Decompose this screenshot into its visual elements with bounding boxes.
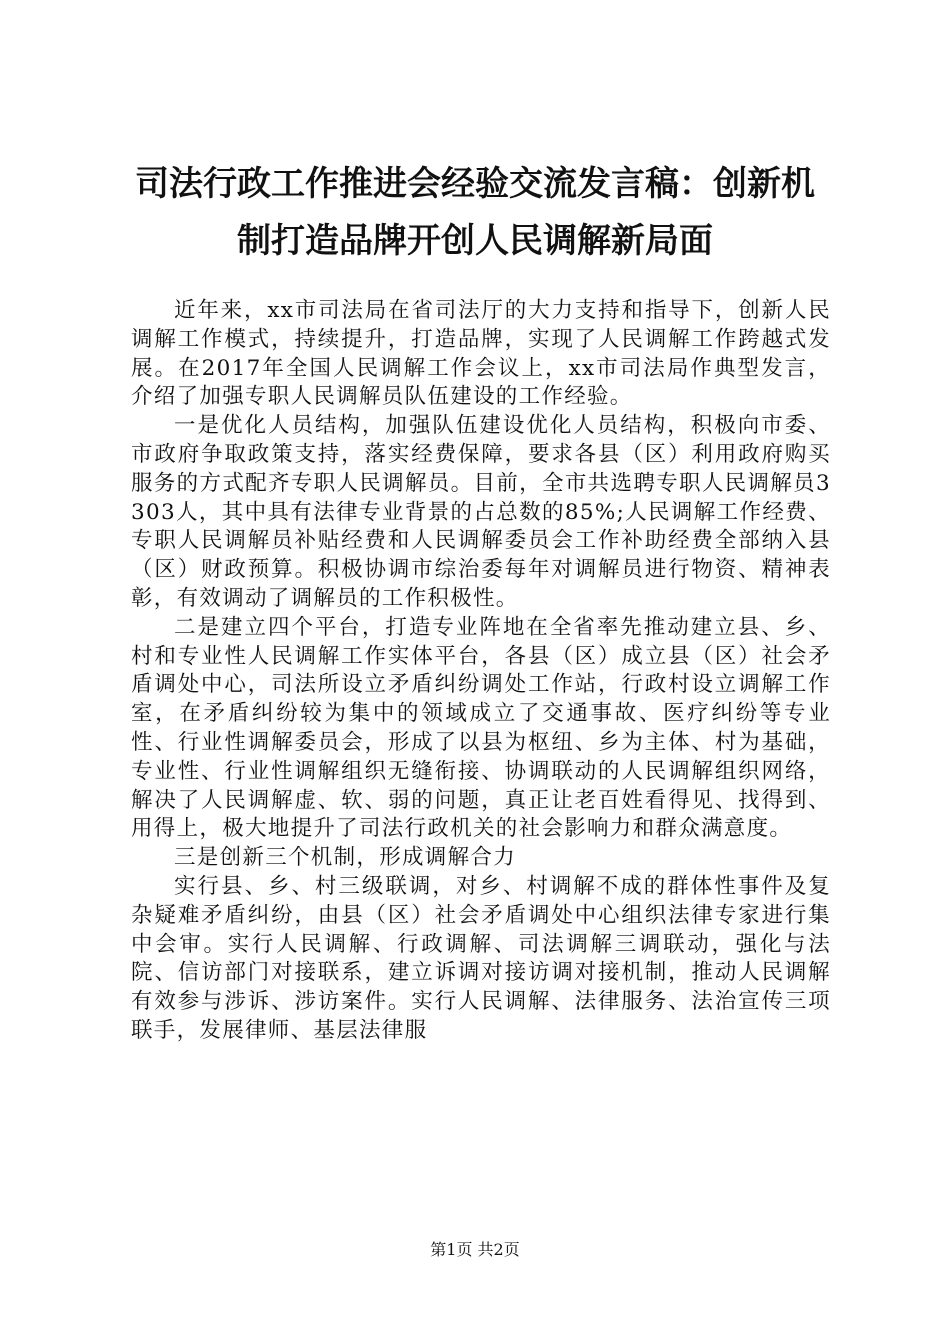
paragraph-point-one: 一是优化人员结构，加强队伍建设优化人员结构，积极向市委、市政府争取政策支持，落实经费保障，要求各县（区）利用政府购买服务的方式配齐专职人民调解员。目前，全市共选聘专职人民调解员3303人，其中具有法律专业背景的占总数的85%;人民调解工作经费、专职人民调解员补贴经费和人民调解委员会工作补助经费全部纳入县（区）财政预算。积极协调市综治委每年对调解员进行物资、精神表彰，有效调动了调解员的工作积极性。 [131, 413, 831, 611]
paragraph-point-three-body: 实行县、乡、村三级联调，对乡、村调解不成的群体性事件及复杂疑难矛盾纠纷，由县（区）社会矛盾调处中心组织法律专家进行集中会审。实行人民调解、行政调解、司法调解三调联动，强化与法院、信访部门对接联系，建立诉调对接访调对接机制，推动人民调解有效参与涉诉、涉访案件。实行人民调解、法律服务、法治宣传三项联手，发展律师、基层法律服 [131, 873, 831, 1043]
paragraph-point-three-heading: 三是创新三个机制，形成调解合力 [174, 845, 517, 871]
paragraph-intro: 近年来，xx市司法局在省司法厅的大力支持和指导下，创新人民调解工作模式，持续提升，打造品牌，实现了人民调解工作跨越式发展。在2017年全国人民调解工作会议上，xx市司法局作典型发言，介绍了加强专职人民调解员队伍建设的工作经验。 [131, 298, 831, 410]
page-footer: 第1页 共2页 [430, 1240, 520, 1259]
document-body [131, 297, 831, 1046]
paragraph-point-two: 二是建立四个平台，打造专业阵地在全省率先推动建立县、乡、村和专业性人民调解工作实体平台，各县（区）成立县（区）社会矛盾调处中心，司法所设立矛盾纠纷调处工作站，行政村设立调解工作室，在矛盾纠纷较为集中的领域成立了交通事故、医疗纠纷等专业性、行业性调解委员会，形成了以县为枢纽、乡为主体、村为基础，专业性、行业性调解组织无缝衔接、协调联动的人民调解组织网络，解决了人民调解虚、软、弱的问题，真正让老百姓看得见、找得到、用得上，极大地提升了司法行政机关的社会影响力和群众满意度。 [131, 614, 831, 842]
document-title-line-1: 司法行政工作推进会经验交流发言稿：创新机 [135, 164, 815, 204]
document-title-line-2: 制打造品牌开创人民调解新局面 [237, 221, 713, 261]
